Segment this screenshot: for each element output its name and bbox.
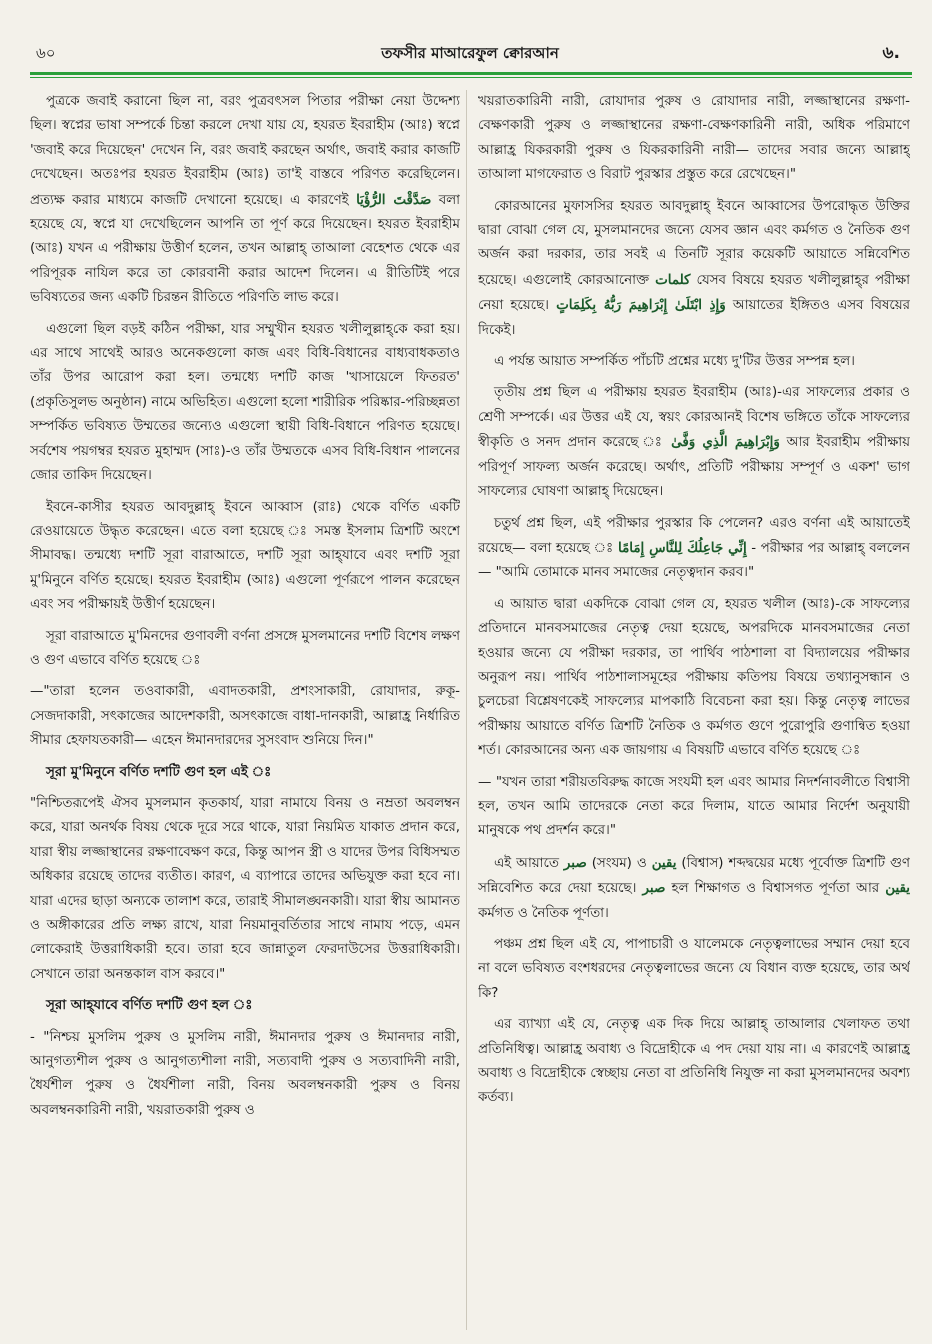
running-title: তফসীর মাআরেফুল ক্বোরআন (381, 44, 559, 62)
paragraph-text: এ আয়াত দ্বারা একদিকে বোঝা গেল যে, হযরত খলীল (আঃ)-কে সাফল্যের প্রতিদানে মানবসমাজের নেতৃত্ব দেয়া হয়েছে, অপরদিকে মানবসমাজের নেতা হওয়ার জন্যে যে পরীক্ষা দরকার, তা পার্থিব পাঠশালা বা বিদ্যালয়ের পরীক্ষার অনুরূপ নয়। পার্থিব পাঠশালাসমূহের পরীক্ষায় কতিপয় বিষয়ে তথ্যানুসন্ধান ও চুলচেরা বিশ্লেষণকেই সাফল্যের মাপকাঠি বিবেচনা করা হয়। কিন্তু নেতৃত্ব লাভের পরীক্ষায় আয়াতে বর্ণিত ত্রিশটি নৈতিক ও কর্মগত গুণে পুরোপুরি গুণান্বিত হওয়া শর্ত। কোরআনের অন্য এক জায়গায় এ বিষয়টি এভাবে বর্ণিত হয়েছে ঃ (478, 596, 910, 759)
column-divider (466, 90, 467, 1330)
quote-paragraph (30, 792, 460, 987)
paragraph-text: কোরআনের মুফাসসির হযরত আবদুল্লাহ্ ইবনে আব্বাসের উপরোদ্ধৃত উক্তির দ্বারা বোঝা গেল যে, মুসলমানদের জন্যে যেসব জ্ঞান এবং কর্মগত ও নৈতিক গুণ অর্জন করা দরকার, তার সবই এ তিনটি সূরার কয়েকটি আয়াতে সন্নিবেশিত হয়েছে। এগুলোই কোরআনোক্ত (478, 198, 910, 288)
paragraph-text: আর ইবরাহীম পরীক্ষায় পরিপূর্ণ সাফল্য অর্জন করেছে। অর্থাৎ, প্রতিটি পরীক্ষায় সম্পূর্ণ ও একশ' ভাগ সাফল্যের ঘোষণা আল্লাহ্ দিয়েছেন। (478, 435, 910, 500)
paragraph (30, 318, 460, 489)
arabic-verse: إِنِّي جَاعِلُكَ لِلنَّاسِ إِمَامًا (617, 539, 747, 556)
paragraph (478, 851, 910, 926)
paragraph (30, 625, 460, 674)
arabic-verse: صَدَّقْتَ الرُّؤْيَا (356, 191, 432, 208)
paragraph (478, 512, 910, 586)
paragraph (30, 90, 460, 311)
arabic-verse: صبر (563, 854, 587, 871)
paragraph-text: (সংযম) ও (591, 855, 647, 871)
arabic-verse: صبر (642, 880, 666, 897)
paragraph-text: এগুলো ছিল বড়ই কঠিন পরীক্ষা, যার সম্মুখীন হযরত খলীলুল্লাহ্‌কে করা হয়। এর সাথে সাথেই আরও অনেকগুলো কাজ এবং বিধি-বিধানের বাধ্যবাধকতাও তাঁর উপর আরোপ করা হল। তন্মধ্যে দশটি কাজ 'খাসায়েলে ফিতরত' (প্রকৃতিসুলভ অনুষ্ঠান) নামে অভিহিত। এগুলো হলো শারীরিক পরিষ্কার-পরিচ্ছন্নতা সম্পর্কিত ভবিষ্যত উম্মতের জন্যেও এগুলো স্থায়ী বিধি-বিধানে পরিণত হয়েছে। সর্বশেষ পয়গম্বর হযরত মুহাম্মদ (সাঃ)-ও তাঁর উম্মতকে এসব বিধি-বিধান পালনের জোর তাকিদ দিয়েছেন। (30, 321, 460, 484)
quote-paragraph (30, 680, 460, 753)
arabic-verse: كلمات (655, 271, 691, 288)
arabic-verse: وَإِذِ ابْتَلَىٰ إِبْرَاهِيمَ رَبُّهُ بِكَلِمَاتٍ (556, 297, 726, 314)
paragraph-text: এর ব্যাখ্যা এই যে, নেতৃত্ব এক দিক দিয়ে আল্লাহ্ তাআলার খেলাফত তথা প্রতিনিধিত্ব। আল্লাহ্র অবাধ্য ও বিদ্রোহীকে এ পদ দেয়া যায় না। এ কারণেই আল্লাহ্র অবাধ্য ও বিদ্রোহীকে স্বেচ্ছায় নেতা বা প্রতিনিধি নিযুক্ত না করা মুসলমানদের অবশ্য কর্তব্য। (478, 1017, 910, 1106)
paragraph-text: এ পর্যন্ত আয়াত সম্পর্কিত পাঁচটি প্রশ্নের মধ্যে দু'টির উত্তর সম্পন্ন হল। (494, 354, 855, 370)
paragraph-text: পঞ্চম প্রশ্ন ছিল এই যে, পাপাচারী ও যালেমকে নেতৃত্বলাভের সম্মান দেয়া হবে না বলে ভবিষ্যত বংশধরদের নেতৃত্বলাভের জন্যে যে বিধান ব্যক্ত হয়েছে, তার অর্থ কি? (478, 937, 910, 1001)
header-rule-thin (30, 77, 912, 78)
paragraph-text: - "নিশ্চয় মুসলিম পুরুষ ও মুসলিম নারী, ঈমানদার পুরুষ ও ঈমানদার নারী, আনুগত্যশীল পুরুষ ও আনুগত্যশীলা নারী, সত্যবাদী পুরুষ ও সত্যবাদিনী নারী, ধৈর্যশীল পুরুষ ও ধৈর্যশীলা নারী, বিনয় অবলম্বনকারী পুরুষ ও বিনয় অবলম্বনকারিনী নারী, খয়রাতকারী পুরুষ ও (30, 1029, 460, 1118)
right-column (478, 90, 910, 1330)
paragraph (478, 195, 910, 343)
paragraph-text: — "যখন তারা শরীয়তবিরুদ্ধ কাজে সংযমী হল এবং আমার নিদর্শনাবলীতে বিশ্বাসী হল, তখন আমি তাদেরকে নেতা করে দিলাম, যাতে আমার নির্দেশ অনুযায়ী মানুষকে পথ প্রদর্শন করে।" (478, 774, 910, 839)
paragraph-text: এই আয়াতে (494, 855, 559, 871)
paragraph (478, 1013, 910, 1111)
paragraph-text: সূরা আহ্‌যাবে বর্ণিত দশটি গুণ হল ঃ (46, 998, 253, 1014)
paragraph-text: যেসব বিষয়ে হযরত খলীলুল্লাহ্‌র পরীক্ষা নেয়া হয়েছে। (478, 272, 910, 314)
paragraph-text: কর্মগত ও নৈতিক পূর্ণতা। (478, 905, 609, 921)
left-column (30, 90, 460, 1330)
paragraph (478, 381, 910, 504)
paragraph-text: "নিশ্চিতরূপেই ঐসব মুসলমান কৃতকার্য, যারা নামাযে বিনয় ও নম্রতা অবলম্বন করে, যারা অনর্থক বিষয় থেকে দূরে সরে থাকে, যারা নিয়মিত যাকাত প্রদান করে, যারা স্বীয় লজ্জাস্থানের রক্ষণাবেক্ষণ করে, কিন্তু আপন স্ত্রী ও যাদের উপর বিধিসম্মত অধিকার রয়েছে তাদের ব্যতীত। কারণ, এ ব্যাপারে তাদের অভিযুক্ত করা হবে না। যারা এদের ছাড়া অন্যকে তালাশ করে, তারাই সীমালঙ্ঘনকারী। যারা স্বীয় আমানত ও অঙ্গীকারের প্রতি লক্ষ্য রাখে, যারা নিয়মানুবর্তিতার সাথে নামায পড়ে, এমন লোকেরাই উত্তরাধিকারী হবে। তারা হবে জান্নাতুল ফেরদাউসের উত্তরাধিকারী। সেখানে তারা অনন্তকাল বাস করবে।" (30, 795, 460, 982)
paragraph-text: - পরীক্ষার পর আল্লাহ্ বললেন— "আমি তোমাকে মানব সমাজের নেতৃত্বদান করব।" (478, 540, 910, 581)
paragraph-text: তৃতীয় প্রশ্ন ছিল এ পরীক্ষায় হযরত ইবরাহীম (আঃ)-এর সাফল্যের প্রকার ও শ্রেণী সম্পর্কে। এর উত্তর এই যে, স্বয়ং কোরআনই বিশেষ ভঙ্গিতে তাঁকে সাফল্যের স্বীকৃতি ও সনদ প্রদান করেছে ঃ (478, 385, 910, 451)
section-heading (30, 994, 460, 1018)
arabic-verse: يقين (885, 880, 910, 897)
paragraph-text: সূরা মু'মিনুনে বর্ণিত দশটি গুণ হল এই ঃ (46, 764, 272, 780)
paragraph-text: আয়াতের ইঙ্গিতও এসব বিষয়ের দিকেই। (478, 298, 910, 338)
page-header (30, 38, 910, 66)
paragraph-text: চতুর্থ প্রশ্ন ছিল, এই পরীক্ষার পুরস্কার কি পেলেন? এরও বর্ণনা এই আয়াতেই রয়েছে— বলা হয়েছে ঃ (478, 515, 910, 556)
paragraph-text: (বিশ্বাস) শব্দদ্বয়ের মধ্যে পূর্বোক্ত ত্রিশটি গুণ সন্নিবেশিত করে দেয়া হয়েছে। (478, 855, 910, 897)
section-heading (30, 761, 460, 785)
paragraph (478, 933, 910, 1006)
page-number-right: ৬. (882, 43, 900, 63)
paragraph (30, 496, 460, 618)
paragraph-text: ইবনে-কাসীর হযরত আবদুল্লাহ্ ইবনে আব্বাস (রাঃ) থেকে বর্ণিত একটি রেওয়ায়েতে উদ্ধৃত করেছেন। এতে বলা হয়েছে ঃ সমস্ত ইসলাম ত্রিশটি অংশে সীমাবদ্ধ। তন্মধ্যে দশটি সূরা বারাআতে, দশটি সূরা আহ্‌যাবে এবং দশটি সূরা মু'মিনুনে বর্ণিত হয়েছে। হযরত ইবরাহীম (আঃ) এগুলো পূর্ণরূপে পালন করেছেন এবং সব পরীক্ষায়ই উত্তীর্ণ হয়েছেন। (30, 499, 460, 613)
paragraph (478, 593, 910, 764)
paragraph-text: খয়রাতকারিনী নারী, রোযাদার পুরুষ ও রোযাদার নারী, লজ্জাস্থানের রক্ষণা-বেক্ষণকারী পুরুষ ও লজ্জাস্থানের রক্ষণা-বেক্ষণকারিনী নারী, অধিক পরিমাণে আল্লাহ্র যিকরকারী পুরুষ ও যিকরকারিনী নারী— তাদের সবার জন্যে আল্লাহ্ তাআলা মাগফেরাত ও বিরাট পুরস্কার প্রস্তুত করে রেখেছেন।" (478, 94, 910, 183)
paragraph-text: সূরা বারাআতে মু'মিনদের গুণাবলী বর্ণনা প্রসঙ্গে মুসলমানের দশটি বিশেষ লক্ষণ ও গুণ এভাবে বর্ণিত হয়েছে ঃ (30, 628, 460, 668)
paragraph-text: হল শিক্ষাগত ও বিশ্বাসগত পূর্ণতা আর (671, 881, 880, 897)
quote-paragraph (478, 771, 910, 844)
paragraph-text: —"তারা হলেন তওবাকারী, এবাদতকারী, প্রশংসাকারী, রোযাদার, রুকূ-সেজদাকারী, সৎকাজের আদেশকারী, অসৎকাজে বাধা-দানকারী, আল্লাহ্র নির্ধারিত সীমার হেফাযতকারী— এহেন ঈমানদারদের সুসংবাদ শুনিয়ে দিন।" (30, 684, 460, 749)
header-rule (30, 72, 912, 75)
paragraph-text: বলা হয়েছে যে, স্বপ্নে যা দেখেছিলেন আপনি তা পূর্ণ করে দিয়েছেন। হযরত ইবরাহীম (আঃ) যখন এ পরীক্ষায় উত্তীর্ণ হলেন, তখন আল্লাহ্ তাআলা বেহেশত থেকে এর পরিপূরক নাযিল করে তা কোরবানী করার আদেশ দিলেন। এ রীতিটিই পরে ভবিষ্যতের জন্য একটি চিরন্তন রীতিতে পরিণতি লাভ করে। (30, 192, 460, 306)
page-number-left: ৬০ (36, 44, 56, 62)
quote-paragraph (30, 1026, 460, 1124)
arabic-verse: وَإِبْرَاهِيمَ الَّذِي وَفَّىٰ (671, 434, 780, 451)
arabic-verse: يقين (651, 854, 677, 871)
paragraph (478, 350, 910, 374)
quote-paragraph (478, 90, 910, 188)
paragraph-text: পুত্রকে জবাই করানো ছিল না, বরং পুত্রবৎসল পিতার পরীক্ষা নেয়া উদ্দেশ্য ছিল। স্বপ্নের ভাষা সম্পর্কে চিন্তা করলে দেখা যায় যে, হযরত ইবরাহীম (আঃ) স্বপ্নে 'জবাই করে দিয়েছেন' দেখেন নি, বরং জবাই করছেন অর্থাৎ, জবাই করার কাজটি দেখেছেন। অতঃপর হযরত ইবরাহীম (আঃ) তা'ই বাস্তবে পরিণত করেছিলেন। প্রত্যক্ষ করার মাধ্যমে কাজটি দেখানো হয়েছে। এ কারণেই (30, 94, 460, 208)
